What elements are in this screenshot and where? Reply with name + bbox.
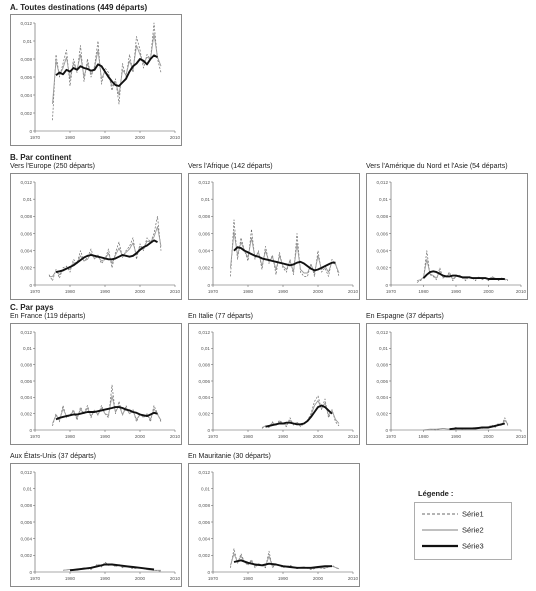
chart-etats-unis (11, 464, 181, 586)
x-tick-label: 1970 (29, 434, 41, 439)
y-tick-label: 0,002 (376, 265, 388, 271)
y-tick-label: 0,012 (376, 329, 388, 335)
x-tick-label: 2010 (169, 434, 181, 439)
chart-panel-italie (188, 323, 360, 445)
chart-all (11, 15, 181, 145)
y-tick-label: 0,01 (23, 38, 32, 44)
y-tick-label: 0,006 (198, 378, 210, 384)
x-tick-label: 2010 (169, 576, 181, 581)
section-c-title: C. Par pays (10, 303, 54, 312)
chart-panel-france (10, 323, 182, 445)
y-tick-label: 0,008 (376, 362, 388, 368)
chart-espagne (367, 324, 527, 444)
x-tick-label: 2000 (312, 289, 324, 294)
y-tick-label: 0,002 (20, 110, 32, 116)
y-tick-label: 0 (29, 282, 32, 288)
y-tick-label: 0,002 (198, 553, 210, 559)
y-tick-label: 0,004 (198, 536, 210, 542)
chart-panel-all (10, 14, 182, 146)
y-tick-label: 0,008 (376, 214, 388, 220)
y-tick-label: 0,004 (376, 248, 388, 254)
x-tick-label: 2000 (134, 576, 146, 581)
x-tick-label: 1980 (242, 576, 254, 581)
y-tick-label: 0,006 (198, 231, 210, 237)
chart-title-espagne: En Espagne (37 départs) (366, 313, 444, 320)
y-tick-label: 0,006 (376, 378, 388, 384)
chart-title-mauritanie: En Mauritanie (30 départs) (188, 453, 271, 460)
y-tick-label: 0,002 (376, 411, 388, 417)
x-tick-label: 1970 (29, 135, 41, 140)
x-tick-label: 1970 (207, 576, 219, 581)
y-tick-label: 0,004 (20, 248, 32, 254)
y-tick-label: 0,002 (198, 265, 210, 271)
x-tick-label: 2000 (134, 135, 146, 140)
y-tick-label: 0,008 (20, 362, 32, 368)
y-tick-label: 0,01 (201, 486, 210, 492)
y-tick-label: 0,012 (20, 20, 32, 26)
series-line-serie3 (70, 565, 154, 571)
x-tick-label: 1980 (242, 434, 254, 439)
y-tick-label: 0,002 (198, 411, 210, 417)
x-tick-label: 2000 (134, 434, 146, 439)
x-tick-label: 2010 (347, 434, 359, 439)
legend-label-1: Série1 (462, 509, 484, 519)
x-tick-label: 1980 (64, 576, 76, 581)
y-tick-label: 0 (29, 569, 32, 575)
x-tick-label: 1990 (99, 576, 111, 581)
section-b-title: B. Par continent (10, 153, 72, 162)
chart-title-italie: En Italie (77 départs) (188, 313, 253, 320)
section-a-title: A. Toutes destinations (449 départs) (10, 3, 148, 12)
y-tick-label: 0,012 (20, 329, 32, 335)
y-tick-label: 0,01 (379, 196, 388, 202)
series-line-serie3 (56, 55, 158, 86)
x-tick-label: 1990 (99, 289, 111, 294)
y-tick-label: 0,01 (201, 196, 210, 202)
legend-label-3: Série3 (462, 541, 484, 551)
chart-title-amerique-asie: Vers l'Amérique du Nord et l'Asie (54 départs) (366, 163, 508, 170)
y-tick-label: 0,002 (20, 265, 32, 271)
y-tick-label: 0,012 (20, 179, 32, 185)
x-tick-label: 2000 (312, 434, 324, 439)
y-tick-label: 0,004 (20, 92, 32, 98)
y-tick-label: 0 (29, 427, 32, 433)
x-tick-label: 1990 (277, 434, 289, 439)
x-tick-label: 2000 (483, 434, 494, 439)
x-tick-label: 1970 (385, 434, 397, 439)
y-tick-label: 0,01 (379, 346, 388, 352)
y-tick-label: 0,006 (376, 231, 388, 237)
x-tick-label: 1980 (418, 289, 429, 294)
series-line-serie3 (450, 424, 505, 430)
series-line-serie2 (53, 34, 162, 104)
x-tick-label: 1990 (99, 135, 111, 140)
y-tick-label: 0,012 (376, 179, 388, 185)
y-tick-label: 0,002 (20, 553, 32, 559)
chart-panel-afrique (188, 173, 360, 300)
chart-europe (11, 174, 181, 299)
y-tick-label: 0,01 (23, 196, 32, 202)
legend-label-2: Série2 (462, 525, 484, 535)
legend-box (414, 502, 512, 560)
legend-title: Légende : (418, 489, 454, 498)
legend (414, 502, 512, 560)
x-tick-label: 1970 (207, 434, 219, 439)
x-tick-label: 1980 (418, 434, 429, 439)
y-tick-label: 0,008 (20, 214, 32, 220)
x-tick-label: 2010 (169, 135, 181, 140)
y-tick-label: 0,002 (20, 411, 32, 417)
y-tick-label: 0 (385, 427, 388, 433)
x-tick-label: 1980 (242, 289, 254, 294)
series-line-serie1 (53, 385, 162, 426)
x-tick-label: 1970 (29, 289, 41, 294)
y-tick-label: 0,012 (198, 179, 210, 185)
y-tick-label: 0,008 (20, 56, 32, 62)
y-tick-label: 0,004 (20, 536, 32, 542)
y-tick-label: 0 (207, 427, 210, 433)
y-tick-label: 0,012 (198, 469, 210, 475)
y-tick-label: 0 (207, 569, 210, 575)
y-tick-label: 0,012 (198, 329, 210, 335)
chart-afrique (189, 174, 359, 299)
x-tick-label: 1990 (277, 576, 289, 581)
chart-panel-amerique-asie (366, 173, 528, 300)
chart-france (11, 324, 181, 444)
x-tick-label: 2010 (347, 289, 359, 294)
x-tick-label: 1980 (64, 434, 76, 439)
y-tick-label: 0,01 (23, 346, 32, 352)
y-tick-label: 0,006 (20, 519, 32, 525)
y-tick-label: 0,012 (20, 469, 32, 475)
y-tick-label: 0,004 (20, 395, 32, 401)
y-tick-label: 0 (207, 282, 210, 288)
x-tick-label: 2010 (169, 289, 181, 294)
y-tick-label: 0,006 (20, 74, 32, 80)
x-tick-label: 2000 (134, 289, 146, 294)
y-tick-label: 0,004 (198, 395, 210, 401)
y-tick-label: 0,006 (20, 231, 32, 237)
y-tick-label: 0,01 (23, 486, 32, 492)
y-tick-label: 0,008 (198, 362, 210, 368)
chart-panel-mauritanie (188, 463, 360, 587)
y-tick-label: 0,008 (20, 503, 32, 509)
x-tick-label: 1980 (64, 135, 76, 140)
y-tick-label: 0,006 (20, 378, 32, 384)
x-tick-label: 1990 (450, 434, 462, 439)
x-tick-label: 2000 (483, 289, 494, 294)
x-tick-label: 1990 (99, 434, 111, 439)
chart-italie (189, 324, 359, 444)
chart-title-afrique: Vers l'Afrique (142 départs) (188, 163, 273, 170)
x-tick-label: 1970 (207, 289, 219, 294)
x-tick-label: 2010 (347, 576, 359, 581)
x-tick-label: 1990 (450, 289, 462, 294)
x-tick-label: 2000 (312, 576, 324, 581)
chart-mauritanie (189, 464, 359, 586)
y-tick-label: 0,006 (198, 519, 210, 525)
y-tick-label: 0 (385, 282, 388, 288)
y-tick-label: 0,004 (376, 395, 388, 401)
chart-title-europe: Vers l'Europe (250 départs) (10, 163, 95, 170)
chart-amerique-asie (367, 174, 527, 299)
chart-panel-etats-unis (10, 463, 182, 587)
chart-title-etats-unis: Aux États-Unis (37 départs) (10, 453, 96, 460)
y-tick-label: 0,004 (198, 248, 210, 254)
x-tick-label: 1970 (385, 289, 397, 294)
y-tick-label: 0,01 (201, 346, 210, 352)
chart-title-france: En France (119 départs) (10, 313, 86, 320)
x-tick-label: 1970 (29, 576, 41, 581)
chart-panel-espagne (366, 323, 528, 445)
x-tick-label: 1990 (277, 289, 289, 294)
chart-panel-europe (10, 173, 182, 300)
x-tick-label: 2010 (515, 434, 527, 439)
y-tick-label: 0,008 (198, 214, 210, 220)
y-tick-label: 0 (29, 128, 32, 134)
y-tick-label: 0,008 (198, 503, 210, 509)
x-tick-label: 2010 (515, 289, 527, 294)
x-tick-label: 1980 (64, 289, 76, 294)
